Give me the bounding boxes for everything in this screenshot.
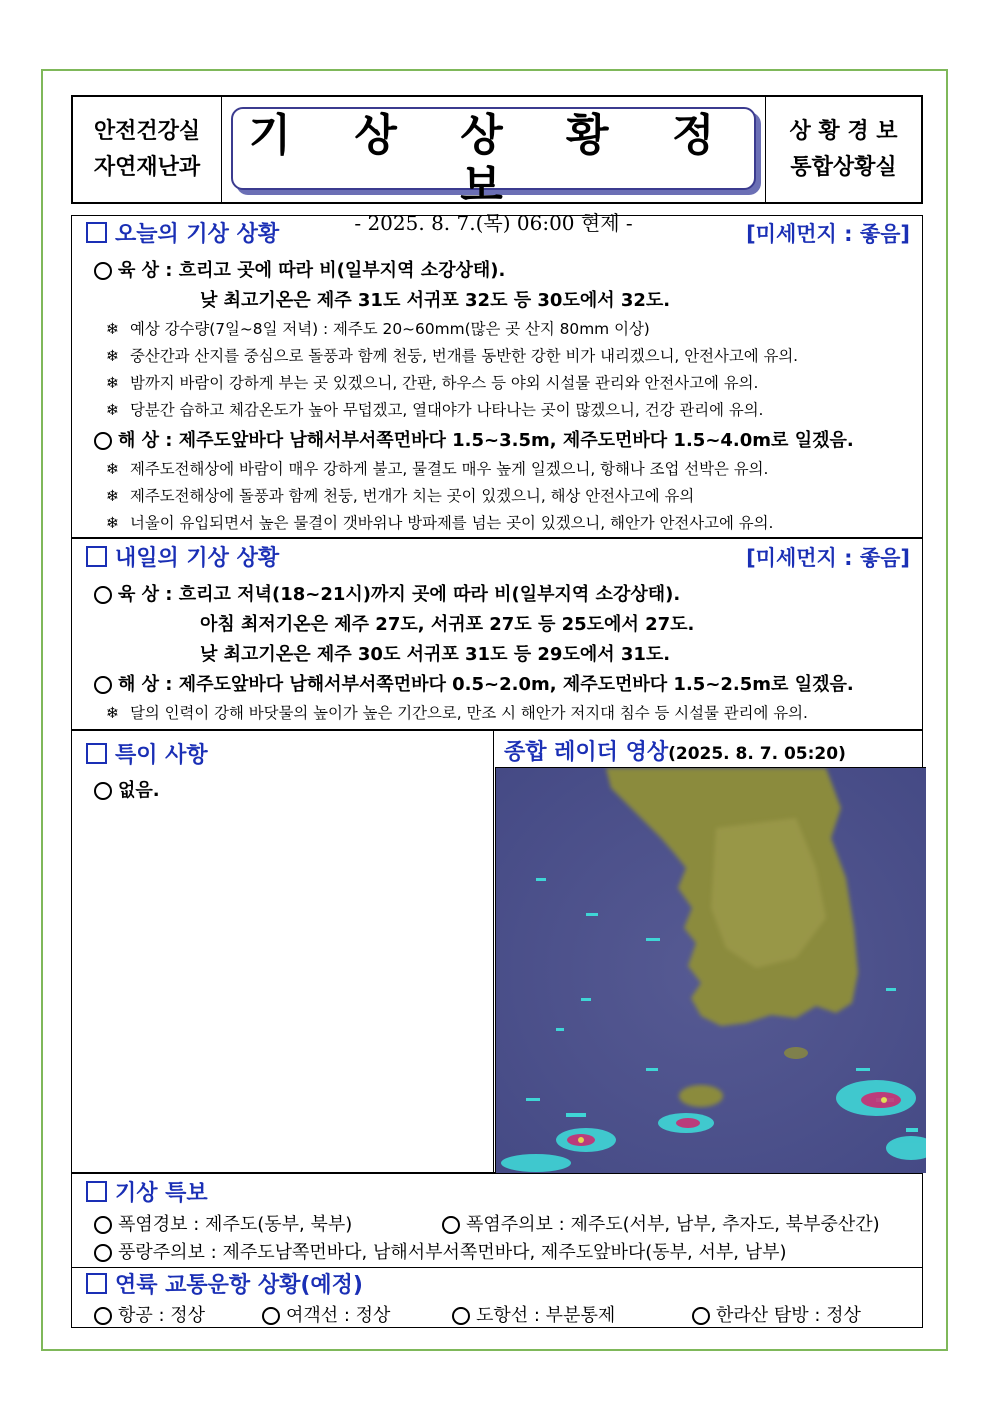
page-subtitle: - 2025. 8. 7.(목) 06:00 현제 - <box>354 211 633 235</box>
transport-ferry <box>262 1301 390 1327</box>
transport-hallasan <box>692 1301 861 1327</box>
today-note-text: 예상 강수량(7일~8일 저녁) : 제주도 20~60mm(많은 곳 산지 80mm 이상) <box>130 320 650 338</box>
tomorrow-sea-line <box>94 670 854 696</box>
radar-title-text: 종합 레이더 영상 <box>504 740 669 765</box>
asterisk-icon: ❄ <box>106 320 119 338</box>
asterisk-icon: ❄ <box>106 460 119 478</box>
asterisk-icon: ❄ <box>106 401 119 419</box>
tomorrow-section <box>71 538 923 730</box>
special-section <box>71 730 923 1173</box>
today-title <box>86 217 279 248</box>
radar-datetime: (2025. 8. 7. 05:20) <box>668 744 846 764</box>
warning-item <box>94 1210 352 1236</box>
warnings-title-text: 기상 특보 <box>115 1181 208 1206</box>
circle-bullet-icon <box>94 262 112 280</box>
department-label <box>73 97 222 202</box>
radar-map <box>496 768 926 1173</box>
today-section <box>71 215 923 538</box>
circle-bullet-icon <box>94 1216 112 1234</box>
circle-bullet-icon <box>94 782 112 800</box>
transport-air <box>94 1301 205 1327</box>
radar-image <box>495 767 926 1173</box>
office-line2: 통합상황실 <box>790 154 897 180</box>
circle-bullet-icon <box>94 1307 112 1325</box>
circle-bullet-icon <box>262 1307 280 1325</box>
today-land1-text: 육 상 : 흐리고 곳에 따라 비(일부지역 소강상태). <box>118 260 506 281</box>
title-box <box>231 107 756 235</box>
asterisk-icon: ❄ <box>106 374 119 392</box>
tomorrow-land1-text: 육 상 : 흐리고 저녁(18~21시)까지 곳에 따라 비(일부지역 소강상태). <box>118 584 681 605</box>
tomorrow-land-line2: 아침 최저기온은 제주 27도, 서귀포 27도 등 25도에서 27도. <box>200 614 695 635</box>
warnings-section <box>71 1173 923 1268</box>
tomorrow-dust: [미세먼지 : 좋음] <box>746 546 910 570</box>
today-note-text: 중산간과 산지를 중심으로 돌풍과 함께 천둥, 번개를 동반한 강한 비가 내리겠으니, 안전사고에 유의. <box>130 347 799 365</box>
warning-item-text: 폭염주의보 : 제주도(서부, 남부, 추자도, 북부중산간) <box>466 1214 880 1235</box>
asterisk-icon: ❄ <box>106 347 119 365</box>
today-sea-text: 해 상 : 제주도앞바다 남해서부서쪽먼바다 1.5~3.5m, 제주도먼바다 1.5~4.0m로 일겠음. <box>118 430 854 451</box>
today-sea-note <box>106 484 694 506</box>
today-sea-line <box>94 426 854 452</box>
transport-air-text: 항공 : 정상 <box>118 1305 206 1326</box>
circle-bullet-icon <box>94 676 112 694</box>
today-note <box>106 317 650 339</box>
warning-item-text: 폭염경보 : 제주도(동부, 북부) <box>118 1214 353 1235</box>
transport-hallasan-text: 한라산 탐방 : 정상 <box>716 1305 861 1326</box>
today-sea-note-text: 너울이 유입되면서 높은 물결이 갯바위나 방파제를 넘는 곳이 있겠으니, 해안가 안전사고에 유의. <box>130 514 774 532</box>
tomorrow-note-text: 달의 인력이 강해 바닷물의 높이가 높은 기간으로, 만조 시 해안가 저지대 침수 등 시설물 관리에 유의. <box>130 704 808 722</box>
today-land-line1 <box>94 256 505 282</box>
transport-section <box>71 1267 923 1328</box>
transport-ferry-text: 여객선 : 정상 <box>286 1305 391 1326</box>
transport-island <box>452 1301 615 1327</box>
today-note-text: 밤까지 바람이 강하게 부는 곳 있겠으니, 간판, 하우스 등 야외 시설물 관리와 안전사고에 유의. <box>130 374 759 392</box>
checkbox-icon <box>86 222 107 243</box>
special-item <box>94 776 160 802</box>
warning-item <box>442 1210 880 1236</box>
circle-bullet-icon <box>94 586 112 604</box>
today-land-line2: 낮 최고기온은 제주 31도 서귀포 32도 등 30도에서 32도. <box>200 290 671 311</box>
circle-bullet-icon <box>692 1307 710 1325</box>
radar-title <box>504 735 846 766</box>
jeju-island <box>679 1085 723 1107</box>
special-item-text: 없음. <box>118 780 160 801</box>
checkbox-icon <box>86 1181 107 1202</box>
tomorrow-land-line3: 낮 최고기온은 제주 30도 서귀포 31도 등 29도에서 31도. <box>200 644 671 665</box>
warning-item <box>94 1238 787 1264</box>
today-title-text: 오늘의 기상 상황 <box>115 222 280 247</box>
today-sea-note-text: 제주도전해상에 돌풍과 함께 천둥, 번개가 치는 곳이 있겠으니, 해상 안전사고에 유의 <box>130 487 695 505</box>
tomorrow-note <box>106 701 808 723</box>
today-note <box>106 371 758 393</box>
divider <box>493 731 494 1172</box>
warning-item-text: 풍랑주의보 : 제주도남쪽먼바다, 남해서부서쪽먼바다, 제주도앞바다(동부, 서부, 남부) <box>118 1242 787 1263</box>
department-line1: 안전건강실 <box>93 118 201 144</box>
today-note-text: 당분간 습하고 체감온도가 높아 무덥겠고, 열대야가 나타나는 곳이 많겠으니, 건강 관리에 유의. <box>130 401 764 419</box>
transport-island-text: 도항선 : 부분통제 <box>476 1305 616 1326</box>
office-line1: 상 황 경 보 <box>789 118 898 144</box>
special-title-text: 특이 사항 <box>115 743 208 768</box>
today-sea-note <box>106 457 768 479</box>
today-sea-note <box>106 511 773 533</box>
special-title <box>86 738 208 769</box>
checkbox-icon <box>86 546 107 567</box>
today-dust: [미세먼지 : 좋음] <box>746 222 910 246</box>
tomorrow-land-line1 <box>94 580 680 606</box>
department-line2: 자연재난과 <box>93 154 201 180</box>
checkbox-icon <box>86 743 107 764</box>
asterisk-icon: ❄ <box>106 487 119 505</box>
warnings-title <box>86 1176 208 1207</box>
today-note <box>106 344 798 366</box>
tomorrow-title-text: 내일의 기상 상황 <box>115 546 280 571</box>
today-sea-note-text: 제주도전해상에 바람이 매우 강하게 불고, 물결도 매우 높게 일겠으니, 항해나 조업 선박은 유의. <box>130 460 769 478</box>
circle-bullet-icon <box>94 1244 112 1262</box>
asterisk-icon: ❄ <box>106 704 119 722</box>
circle-bullet-icon <box>442 1216 460 1234</box>
today-note <box>106 398 763 420</box>
checkbox-icon <box>86 1273 107 1294</box>
tomorrow-sea-text: 해 상 : 제주도앞바다 남해서부서쪽먼바다 0.5~2.0m, 제주도먼바다 1.5~2.5m로 일겠음. <box>118 674 854 695</box>
transport-title <box>86 1268 363 1299</box>
asterisk-icon: ❄ <box>106 514 119 532</box>
page-title: 기 상 상 황 정 보 <box>248 110 739 211</box>
tomorrow-title <box>86 541 279 572</box>
circle-bullet-icon <box>452 1307 470 1325</box>
office-label <box>765 97 921 202</box>
circle-bullet-icon <box>94 432 112 450</box>
transport-title-text: 연륙 교통운항 상황(예정) <box>115 1273 363 1298</box>
